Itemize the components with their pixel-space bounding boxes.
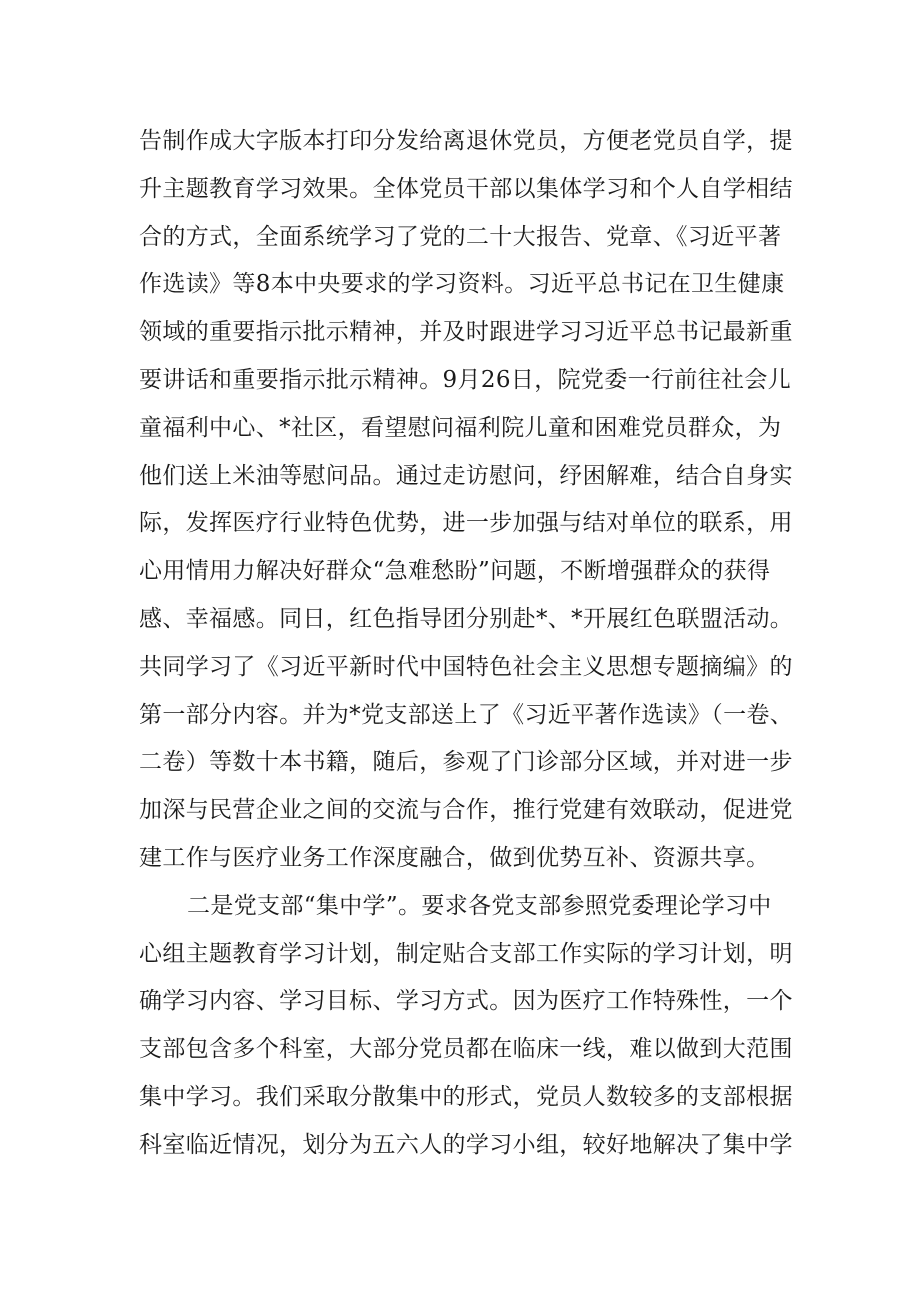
text-line: 建工作与医疗业务工作深度融合，做到优势互补、资源共享。 — [139, 844, 770, 871]
text-line: 确学习内容、学习目标、学习方式。因为医疗工作特殊性，一个 — [139, 988, 793, 1015]
text-line: 告制作成大字版本打印分发给离退休党员，方便老党员自学，提 — [139, 128, 793, 154]
paragraph-start-line: 二是党支部“集中学”。要求各党支部参照党委理论学习中 — [187, 892, 772, 919]
text-line: 童福利中心、*社区，看望慰问福利院儿童和困难党员群众，为 — [139, 414, 782, 441]
text-line: 支部包含多个科室，大部分党员都在临床一线，难以做到大范围 — [139, 1036, 793, 1063]
body-text — [139, 118, 799, 1170]
text-line: 作选读》等8本中央要求的学习资料。习近平总书记在卫生健康 — [139, 271, 785, 298]
text-line: 他们送上米油等慰问品。通过走访慰问，纾困解难，结合自身实 — [139, 462, 793, 489]
text-line: 二卷）等数十本书籍，随后，参观了门诊部分区域，并对进一步 — [139, 749, 793, 776]
text-line: 科室临近情况，划分为五六人的学习小组，较好地解决了集中学 — [139, 1131, 793, 1158]
text-line: 共同学习了《习近平新时代中国特色社会主义思想专题摘编》的 — [139, 653, 793, 680]
text-line: 际，发挥医疗行业特色优势，进一步加强与结对单位的联系，用 — [139, 510, 793, 537]
text-line: 加深与民营企业之间的交流与合作，推行党建有效联动，促进党 — [139, 797, 793, 824]
text-line: 升主题教育学习效果。全体党员干部以集体学习和个人自学相结 — [139, 175, 793, 202]
text-line: 领域的重要指示批示精神，并及时跟进学习习近平总书记最新重 — [139, 319, 793, 346]
text-line: 第一部分内容。并为*党支部送上了《习近平著作选读》（一卷、 — [139, 701, 794, 728]
text-line: 集中学习。我们采取分散集中的形式，党员人数较多的支部根据 — [139, 1083, 793, 1110]
text-line: 心用情用力解决好群众“急难愁盼”问题，不断增强群众的获得 — [139, 558, 771, 585]
text-line: 心组主题教育学习计划，制定贴合支部工作实际的学习计划，明 — [139, 940, 793, 967]
text-line: 感、幸福感。同日，红色指导团分别赴*、*开展红色联盟活动。 — [139, 605, 794, 632]
text-line: 要讲话和重要指示批示精神。9月26日，院党委一行前往社会儿 — [139, 366, 792, 393]
text-line: 合的方式，全面系统学习了党的二十大报告、党章、《习近平著 — [139, 223, 782, 250]
